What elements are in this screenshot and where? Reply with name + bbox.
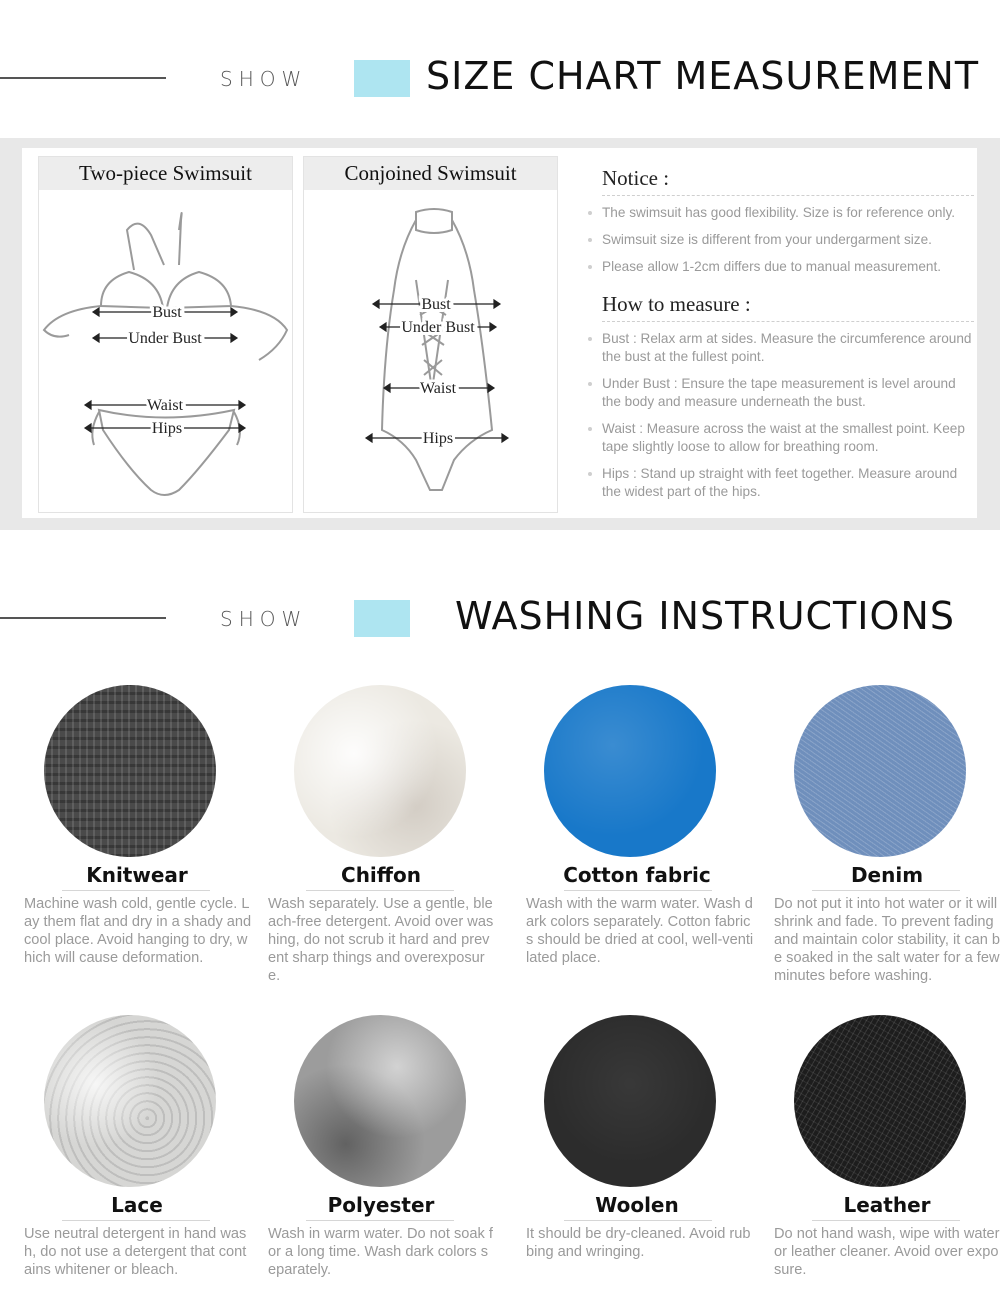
fabric-swatch bbox=[44, 685, 216, 857]
show-label: SHOW bbox=[220, 67, 308, 91]
fabric-name-underline bbox=[564, 890, 712, 891]
two-piece-bust-label: Bust bbox=[152, 304, 182, 321]
size-chart-card bbox=[22, 148, 977, 518]
two-piece-waist-label: Waist bbox=[146, 397, 184, 414]
accent-swatch bbox=[354, 600, 410, 637]
conjoined-waist-label: Waist bbox=[419, 380, 457, 397]
measurement-notes bbox=[602, 166, 974, 510]
fabric-swatch bbox=[794, 1015, 966, 1187]
fabric-care-text: Do not put it into hot water or it will shrink and fade. To prevent fading and maintain color stability, it can be soaked in the salt water for a few minutes before washing. bbox=[774, 896, 1000, 984]
how-to-item: Hips : Stand up straight with feet together. Measure around the widest part of the hips. bbox=[602, 465, 974, 501]
fabric-name-underline bbox=[62, 1220, 210, 1221]
conjoined-under-bust-label: Under Bust bbox=[401, 319, 475, 336]
fabric-name: Woolen bbox=[595, 1193, 679, 1217]
section-title: WASHING INSTRUCTIONS bbox=[455, 594, 955, 638]
fabric-name: Polyester bbox=[327, 1193, 435, 1217]
how-to-title: How to measure : bbox=[602, 292, 974, 322]
notice-title: Notice : bbox=[602, 166, 974, 196]
fabric-name: Leather bbox=[843, 1193, 931, 1217]
fabric-name: Knitwear bbox=[86, 863, 188, 887]
fabric-care-text: Machine wash cold, gentle cycle. Lay them flat and dry in a shady and cool place. Avoid hanging to dry, which will cause deformation. bbox=[24, 896, 252, 966]
fabric-name-underline bbox=[812, 1220, 960, 1221]
notice-item: Please allow 1-2cm differs due to manual measurement. bbox=[602, 258, 974, 276]
two-piece-title: Two-piece Swimsuit bbox=[39, 157, 292, 190]
size-chart-panel bbox=[0, 138, 1000, 530]
notice-item: Swimsuit size is different from your undergarment size. bbox=[602, 231, 974, 249]
header-rule bbox=[0, 617, 166, 619]
how-to-item: Bust : Relax arm at sides. Measure the circumference around the bust at the fullest point. bbox=[602, 330, 974, 366]
fabric-care-text: Wash separately. Use a gentle, bleach-free detergent. Avoid over washing, do not scrub it hard and prevent sharp things and overexposure. bbox=[268, 896, 494, 984]
fabric-swatch bbox=[44, 1015, 216, 1187]
fabric-care-text: Do not hand wash, wipe with water or leather cleaner. Avoid over exposure. bbox=[774, 1226, 1000, 1278]
fabric-swatch bbox=[294, 1015, 466, 1187]
conjoined-hips-label: Hips bbox=[422, 430, 454, 447]
fabric-name-underline bbox=[306, 1220, 454, 1221]
fabric-care-text: Wash with the warm water. Wash dark colors separately. Cotton fabrics should be dried at cool, well-ventilated place. bbox=[526, 896, 754, 966]
fabric-care-text: Wash in warm water. Do not soak for a long time. Wash dark colors separately. bbox=[268, 1226, 493, 1278]
conjoined-diagram bbox=[303, 156, 558, 513]
two-piece-illustration bbox=[39, 190, 292, 512]
fabric-name-underline bbox=[812, 890, 960, 891]
header-rule bbox=[0, 77, 166, 79]
fabric-name: Lace bbox=[111, 1193, 163, 1217]
fabric-swatch bbox=[794, 685, 966, 857]
section-title: SIZE CHART MEASUREMENT bbox=[426, 54, 980, 98]
fabric-care-text: Use neutral detergent in hand wash, do not use a detergent that contains whitener or bleach. bbox=[24, 1226, 247, 1278]
fabric-care-text: It should be dry-cleaned. Avoid rubbing and wringing. bbox=[526, 1226, 751, 1260]
fabric-name: Chiffon bbox=[341, 863, 421, 887]
fabric-swatch bbox=[544, 1015, 716, 1187]
how-to-list bbox=[602, 330, 974, 501]
two-piece-under-bust-label: Under Bust bbox=[128, 330, 202, 347]
how-to-item: Waist : Measure across the waist at the smallest point. Keep tape slightly loose to allow for breathing room. bbox=[602, 420, 974, 456]
washing-section-header bbox=[0, 580, 1000, 660]
fabric-name-underline bbox=[306, 890, 454, 891]
notice-item: The swimsuit has good flexibility. Size is for reference only. bbox=[602, 204, 974, 222]
fabric-swatch bbox=[294, 685, 466, 857]
size-section-header bbox=[0, 40, 1000, 120]
fabric-name: Denim bbox=[850, 863, 924, 887]
conjoined-illustration bbox=[304, 190, 557, 512]
fabric-swatch bbox=[544, 685, 716, 857]
how-to-item: Under Bust : Ensure the tape measurement is level around the body and measure underneath the bust. bbox=[602, 375, 974, 411]
conjoined-title: Conjoined Swimsuit bbox=[304, 157, 557, 190]
fabric-name-underline bbox=[564, 1220, 712, 1221]
accent-swatch bbox=[354, 60, 410, 97]
show-label: SHOW bbox=[220, 607, 308, 631]
two-piece-hips-label: Hips bbox=[151, 420, 183, 437]
two-piece-diagram bbox=[38, 156, 293, 513]
notice-list bbox=[602, 204, 974, 276]
fabric-name-underline bbox=[62, 890, 210, 891]
conjoined-bust-label: Bust bbox=[421, 296, 451, 313]
fabric-name: Cotton fabric bbox=[563, 863, 711, 887]
